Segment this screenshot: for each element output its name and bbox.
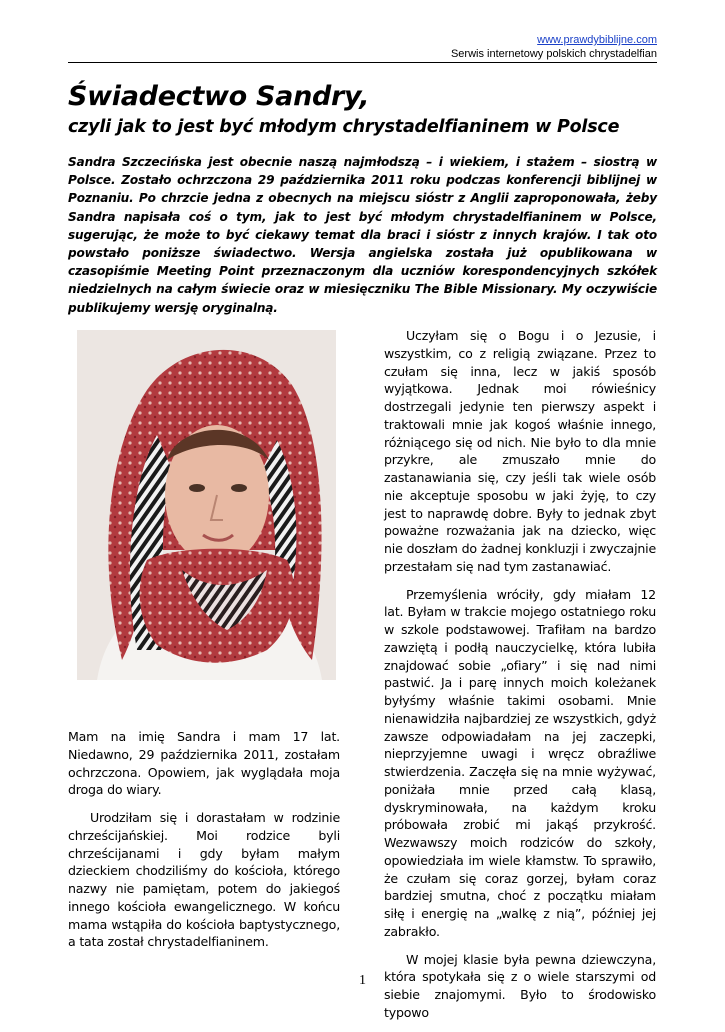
article-title: Świadectwo Sandry, bbox=[68, 81, 370, 112]
right-paragraph-3: W mojej klasie była pewna dziewczyna, która spotykała się z o wiele starszymi od siebie znajomymi. Było to środowisko typowo bbox=[384, 951, 656, 1020]
article-lead: Sandra Szczecińska jest obecnie naszą najmłodszą – i wiekiem, i stażem – siostrą w Polsce. Zostało ochrzczona 29 października 2011 roku podczas konferencji biblijnej w Poznaniu. Po chrzcie jedna z obecnych na miejscu sióstr z Anglii zaproponowała, żeby Sandra napisała coś o tym, jak to jest być młodym chrystadelfianinem w Polsce, sugerując, że może to być ciekawy temat dla braci i sióstr z innych krajów. I tak oto powstało poniższe świadectwo. Wersja angielska została już opublikowana w czasopiśmie Meeting Point przeznaczonym dla uczniów korespondencyjnych szkółek niedzielnych na całym świecie oraz w miesięczniku The Bible Missionary. My oczywiście publikujemy wersję oryginalną. bbox=[68, 155, 657, 315]
right-paragraph-2: Przemyślenia wróciły, gdy miałam 12 lat. Byłam w trakcie mojego ostatniego roku w szkole podstawowej. Trafiłam na bardzo zawziętą i podłą nauczycielkę, która lubiła znajdować sobie „ofiary” i się nad nimi pastwić. Ja i parę innych moich koleżanek byłyśmy właśnie takimi osobami. Mnie nienawidziła najbardziej ze wszystkich, gdyż zawsze odpowiadałam na jej zaczepki, nieprzyjemne uwagi i wręcz obraźliwe stwierdzenia. Zaczęła się na mnie wyżywać, poniżała mnie przed całą klasą, dyskryminowała, na każdym kroku próbowała zrobić mi jakąś przykrość. Wezwawszy moich rodziców do szkoły, opowiedziała im wiele kłamstw. To sprawiło, że czułam się coraz gorzej, byłam coraz bardziej smutna, choć z początku miałam siłę i energię na „walkę z nią”, później jej zabrakło. bbox=[384, 586, 656, 939]
left-column bbox=[68, 728, 340, 961]
article-subtitle: czyli jak to jest być młodym chrystadelfianinem w Polsce bbox=[68, 117, 620, 137]
right-column bbox=[384, 327, 656, 1032]
site-url-link[interactable]: www.prawdybiblijne.com bbox=[537, 34, 657, 46]
left-paragraph-2: Urodziłam się i dorastałam w rodzinie chrześcijańskiej. Moi rodzice byli chrześcijanami i gdy byłam małym dzieckiem chodziliśmy do kościoła, którego nazwy nie pamiętam, potem do jakiegoś innego kościoła ewangelicznego. W końcu mama wstąpiła do kościoła baptystycznego, a tata został chrystadelfianinem. bbox=[68, 810, 340, 950]
site-subtitle: Serwis internetowy polskich chrystadelfian bbox=[450, 48, 657, 60]
page-header bbox=[451, 33, 657, 61]
right-paragraph-1: Uczyłam się o Bogu i o Jezusie, i wszystkim, co z religią związane. Przez to czułam się inna, lecz w jakiś sposób wyjątkowa. Jednak moi rówieśnicy dostrzegali jedynie ten pierwszy aspekt i traktowali mnie jak kogoś właśnie innego, różniącego się od nich. Nie było to dla mnie przykre, ale zmuszało mnie do zastanawiania się, czy jeśli tak wiele osób nie akceptuje sposobu w jaki żyję, to czy jest to naprawdę dobre. Były to jednak zbyt poważne rozważania jak na dziecko, więc nie doszłam do żadnej konkluzji i zwyczajnie przestałam się nad tym zastanawiać. bbox=[384, 328, 656, 574]
portrait-photo bbox=[77, 330, 336, 680]
page-number: 1 bbox=[359, 973, 366, 988]
header-divider bbox=[68, 62, 657, 63]
left-paragraph-1: Mam na imię Sandra i mam 17 lat. Niedawno, 29 października 2011, zostałam ochrzczona. Opowiem, jak wyglądała moja droga do wiary. bbox=[68, 729, 340, 798]
